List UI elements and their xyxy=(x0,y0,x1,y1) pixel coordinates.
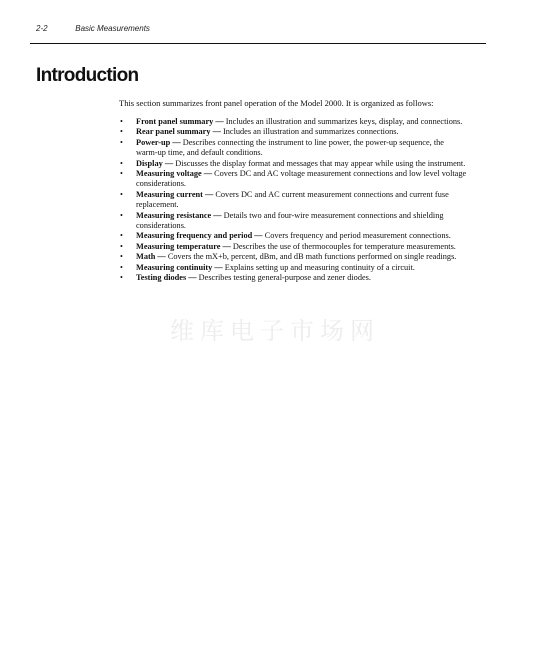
list-item xyxy=(119,138,467,159)
bullet: • xyxy=(120,158,123,168)
list-item-text: Covers DC and AC voltage measurement connections and low level voltage considerations. xyxy=(136,169,467,189)
header-rule xyxy=(30,43,486,44)
section-title: Introduction xyxy=(36,65,139,86)
list-item-term: Measuring continuity — xyxy=(136,262,223,272)
list-item xyxy=(119,169,467,190)
list-item-term: Measuring temperature — xyxy=(136,241,231,251)
bullet: • xyxy=(120,189,123,199)
list-item-text: Describes connecting the instrument to line power, the power-up sequence, the warm-up time, and default conditions. xyxy=(136,137,444,158)
list-item-text: Explains setting up and measuring continuity of a circuit. xyxy=(224,262,415,272)
page-number: 2-2 xyxy=(36,24,48,33)
list-item-text: Includes an illustration and summarizes connections. xyxy=(222,127,399,137)
bullet: • xyxy=(120,137,123,147)
bullet: • xyxy=(120,210,123,220)
list-item xyxy=(119,159,467,169)
list-item-text: Details two and four-wire measurement connections and shielding considerations. xyxy=(136,210,444,231)
list-item-text: Covers frequency and period measurement connections. xyxy=(264,231,451,241)
list-item-text: Covers DC and AC current measurement connections and current fuse replacement. xyxy=(136,189,449,210)
watermark: 维库电子市场网 xyxy=(170,317,380,345)
list-item-term: Rear panel summary — xyxy=(136,127,221,137)
bullet: • xyxy=(120,273,123,283)
list-item xyxy=(119,117,467,127)
list-item xyxy=(119,273,467,283)
list-item-term: Testing diodes — xyxy=(136,273,197,283)
bullet: • xyxy=(120,127,123,137)
bullet: • xyxy=(120,262,123,272)
list-item xyxy=(119,190,467,211)
list-item-term: Power-up — xyxy=(136,137,181,147)
list-item-term: Math — xyxy=(136,252,166,262)
bullet: • xyxy=(120,231,123,241)
list-item xyxy=(119,231,467,241)
topic-list xyxy=(119,117,467,284)
list-item-text: Describes the use of thermocouples for temperature measurements. xyxy=(232,241,456,251)
list-item-term: Display — xyxy=(136,158,174,168)
list-item-term: Measuring current — xyxy=(136,189,214,199)
list-item xyxy=(119,263,467,273)
list-item xyxy=(119,127,467,137)
list-item-term: Measuring resistance — xyxy=(136,210,222,220)
bullet: • xyxy=(120,252,123,262)
list-item-text: Covers the mX+b, percent, dBm, and dB math functions performed on single readings. xyxy=(167,252,457,262)
list-item-term: Measuring voltage — xyxy=(136,169,213,179)
list-item-term: Measuring frequency and period — xyxy=(136,231,263,241)
bullet: • xyxy=(120,117,123,126)
list-item xyxy=(119,252,467,262)
list-item-text: Includes an illustration and summarizes keys, display, and connections. xyxy=(225,117,463,126)
list-item-text: Discusses the display format and messages that may appear while using the instrument. xyxy=(175,158,466,168)
list-item xyxy=(119,242,467,252)
chapter-title: Basic Measurements xyxy=(75,24,150,33)
bullet: • xyxy=(120,241,123,251)
intro-paragraph: This section summarizes front panel operation of the Model 2000. It is organized as follows: xyxy=(119,98,434,108)
running-header xyxy=(36,24,150,33)
list-item xyxy=(119,211,467,232)
list-item-term: Front panel summary — xyxy=(136,117,224,126)
list-item-text: Describes testing general-purpose and zener diodes. xyxy=(198,273,371,283)
bullet: • xyxy=(120,169,123,179)
